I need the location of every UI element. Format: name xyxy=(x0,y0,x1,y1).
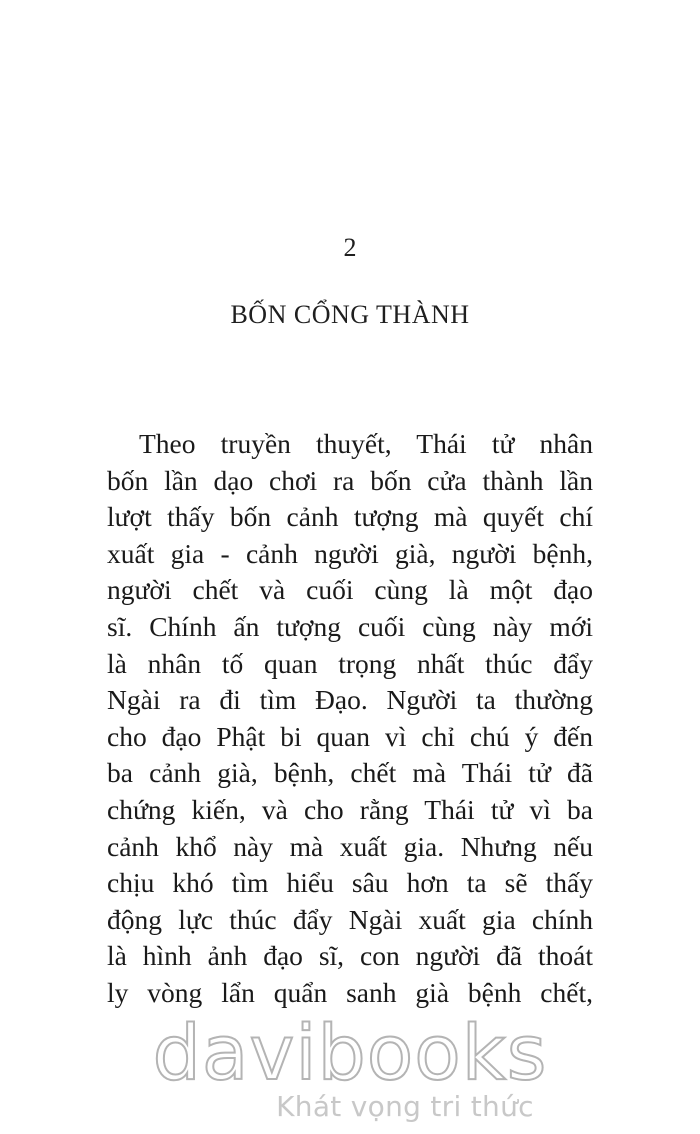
text-line: ba cảnh già, bệnh, chết mà Thái tử đã xyxy=(107,757,593,789)
text-line: xuất gia - cảnh người già, người bệnh, xyxy=(107,537,593,569)
text-line: chịu khó tìm hiểu sâu hơn ta sẽ thấy xyxy=(107,867,593,899)
text-line: Ngài ra đi tìm Đạo. Người ta thường xyxy=(107,684,593,716)
text-line: Theo truyền thuyết, Thái tử nhân xyxy=(139,428,593,459)
text-line: sĩ. Chính ấn tượng cuối cùng này mới xyxy=(107,610,593,642)
watermark-slogan: Khát vọng tri thức xyxy=(276,1090,534,1123)
text-line: lượt thấy bốn cảnh tượng mà quyết chí xyxy=(107,501,593,533)
text-line: chứng kiến, và cho rằng Thái tử vì ba xyxy=(107,793,593,825)
text-line: cảnh khổ này mà xuất gia. Nhưng nếu xyxy=(107,830,593,862)
text-line: là hình ảnh đạo sĩ, con người đã thoát xyxy=(107,940,593,972)
watermark xyxy=(0,1008,700,1134)
chapter-number: 2 xyxy=(343,233,357,262)
text-line: là nhân tố quan trọng nhất thúc đẩy xyxy=(107,647,593,679)
text-line: bốn lần dạo chơi ra bốn cửa thành lần xyxy=(107,464,593,496)
text-line: cho đạo Phật bi quan vì chỉ chú ý đến xyxy=(107,720,593,752)
text-line: ly vòng lẩn quẩn sanh già bệnh chết, xyxy=(107,976,593,1008)
text-line: động lực thúc đẩy Ngài xuất gia chính xyxy=(107,903,593,935)
body-paragraph xyxy=(107,426,593,1012)
chapter-title: BỐN CỔNG THÀNH xyxy=(230,300,470,329)
text-line: người chết và cuối cùng là một đạo xyxy=(107,574,593,606)
watermark-logo: davibooks xyxy=(152,1008,548,1097)
